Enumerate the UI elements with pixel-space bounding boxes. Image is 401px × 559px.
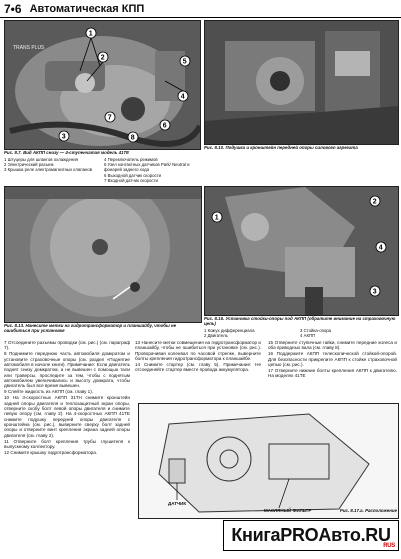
callout-7: 7 [107, 114, 112, 122]
paragraph: 8 Поднимите переднюю часть автомобиля домкратом и установите страховочные опоры (см. раздел «Поднятие автомобиля в начале книги). Примечание: Если двигатель поднят снизу домкратом, а не вывешен с помощью тали или траверсы, проследите за тем, чтобы с поднятым автомобилем увеличивались и высоту домкрата, чтобы двигатель был все время вывешен. [4, 351, 130, 389]
paragraph: 12 Снимите крышку гидротрансформатора. [4, 449, 98, 455]
paragraph: 15 Отверните ступичные гайки, снимите передние колеса и оба приводных вала (см. главу 8). [268, 340, 397, 351]
legend-item: 1 Штуцеры для шлангов охлаждения [4, 157, 79, 162]
legend-item: 7 Входной датчик скорости [104, 177, 158, 183]
figure-8-16-photo [204, 186, 399, 316]
flexplate-image [5, 187, 201, 322]
callout-4: 4 [378, 244, 383, 252]
callout-1: 1 [88, 30, 93, 38]
figure-8-16-legend-right [300, 328, 396, 338]
page-title: Автоматическая КПП [29, 2, 145, 15]
callout-6: 6 [162, 122, 167, 130]
legend-item: 2 Электрический разъем [4, 162, 54, 168]
figure-8-10-caption: Рис. 8.10. Подушка и кронштейн передней опоры силового агрегата [204, 145, 358, 150]
callout-3: 3 [61, 133, 66, 141]
paragraph: 17 Отверните нижние болты крепления АКПП к двигателю. На моделях 41TE [268, 367, 397, 379]
oil-filter-label: МАСЛЯНЫЙ ФИЛЬТР [264, 508, 312, 513]
figure-8-10-photo [204, 20, 399, 145]
figure-8-7-photo [4, 20, 201, 150]
figure-8-7-legend-left [4, 157, 102, 173]
callout-2: 2 [100, 54, 105, 62]
legend-item: 3 Стойка-опора [300, 328, 332, 333]
page-number: 7•6 [4, 1, 22, 16]
callout-1: 1 [214, 214, 219, 222]
figure-8-7-caption [4, 150, 200, 155]
legend-item: 3 Крышка реле электромагнитных клапанов [4, 167, 93, 173]
figure-8-16-caption: Рис. 8.16. Установка стойки-опоры под АКПП (обратите внимание на страховочную цепь) [204, 316, 396, 327]
legend-item: 6 Выходной датчик скорости [104, 172, 162, 178]
text-column-3 [268, 340, 397, 379]
callout-8: 8 [130, 134, 135, 142]
legend-item: 1 Кожух дифференциала [204, 328, 255, 333]
callout-4: 4 [180, 93, 185, 101]
legend-item: 5 Узел контактных датчиков Park/ Neutral и фонарей заднего хода [104, 162, 190, 173]
callout-3: 3 [372, 288, 377, 296]
figure-8-7-legend-right [104, 157, 200, 183]
text-column-2 [135, 340, 261, 373]
figure-8-16-legend-left [204, 328, 300, 338]
site-logo: КнигаPROАвто.RU RUS [223, 520, 399, 551]
legend-item: 4 АКПП [300, 333, 316, 339]
transmission-jack-image [205, 187, 398, 315]
legend-item: 4 Переключатель режимов [104, 157, 158, 162]
legend-item: 2 Двигатель [204, 333, 228, 339]
paragraph: 11 Отверните болт крепления трубы глушителя к выпускному коллектору. [4, 438, 130, 449]
sensor-label: ДАТЧИК [168, 501, 187, 506]
text-column-1 [4, 340, 130, 456]
paragraph: 10 На 3-скоростных АКПП 31TH снимите кронштейн задней опоры двигателя и теплозащитный экран опоры, отверните скобу болт левой опоры двигателя и снимите левую опору (см. главу 2). На 4-скоростных АКПП 41TE снимите подушку передней опоры двигателя с кронштейна (см. рис.), выверните сверху болт задней опоры и отверните винт крепления экрана задней опоры двигателя (см. главу 2). [4, 395, 130, 438]
paragraph: 7 Отсоедините разъемы проводки (см. рис.) (см. параграф 7). [4, 340, 130, 351]
caption-number: Рис. 8.7. [4, 150, 22, 155]
page-header [0, 0, 401, 18]
paragraph: 9 Слейте жидкость из АКПП (см. главу 1). [4, 389, 94, 395]
engine-mount-image [205, 21, 398, 144]
figure-8-13-caption: Рис. 8.13. Нанесите метки на гидротрансформатор и планшайбу, чтобы не ошибиться при установке [4, 323, 177, 334]
caption-text: Вид АКПП снизу — 4-ступенчатая модель 41TE [23, 150, 130, 155]
figure-8-17-caption: Рис. 8.17.а. Расположение [339, 508, 397, 513]
figure-8-13-photo [4, 186, 202, 323]
callout-5: 5 [182, 58, 187, 66]
paragraph: 13 Нанесите метки совмещения на гидротрансформатор и планшайбу, чтобы не ошибиться при установке (см. рис.). Проворачивая коленвал по часовой стрелке, выверните болты крепления гидротрансформатора к планшайбе. [135, 340, 261, 362]
transmission-underside-image [5, 21, 200, 149]
paragraph: 16 Поддержите АКПП телескопической стойкой-опорой. Для безопасности прикрепите АКПП к стойке страховочной цепью (см. рис.). [268, 351, 397, 367]
callout-2: 2 [372, 198, 377, 206]
trans-plus-label: TRANS PLUS [13, 45, 45, 51]
paragraph: 14 Снимите стартер (см. главу 5). Примечание: Не отсоединяйте стартер вместе провода аккумулятора. [135, 361, 261, 373]
